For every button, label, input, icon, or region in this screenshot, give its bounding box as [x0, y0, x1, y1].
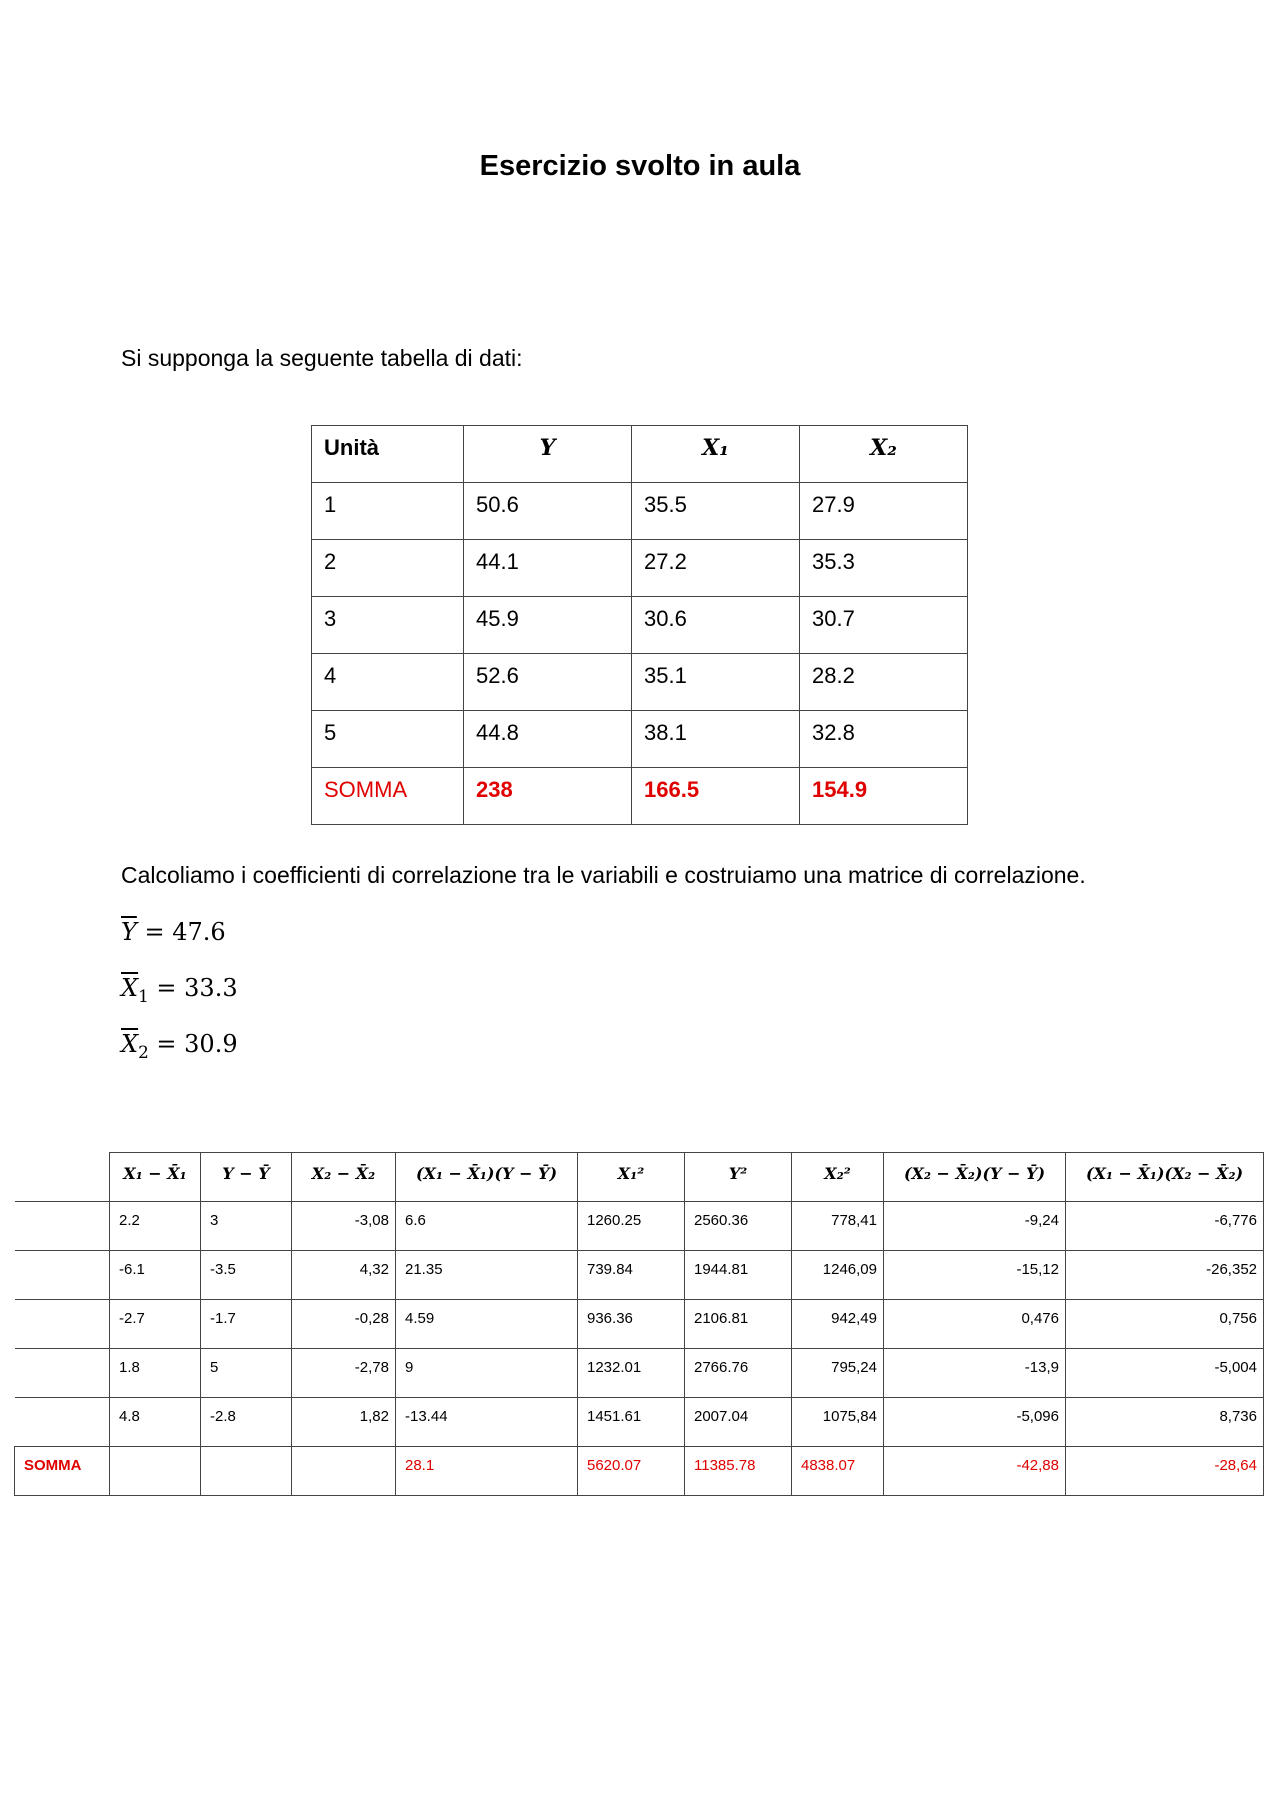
table-cell: 9	[396, 1349, 578, 1398]
table-row	[15, 1398, 1264, 1447]
deviation-table	[14, 1152, 1264, 1496]
header-cell: Y²	[685, 1153, 792, 1202]
sum-label: SOMMA	[15, 1447, 110, 1496]
header-cell: X₂²	[792, 1153, 884, 1202]
sum-cell	[292, 1447, 396, 1496]
table-cell: -13,9	[884, 1349, 1066, 1398]
table-cell: 4	[312, 654, 464, 711]
correlation-paragraph: Calcoliamo i coefficienti di correlazione tra le variabili e costruiamo una matrice di correlazione.	[121, 862, 1086, 888]
table-cell: 1451.61	[578, 1398, 685, 1447]
sum-row	[312, 768, 968, 825]
table-cell: 1260.25	[578, 1202, 685, 1251]
sum-cell: 4838.07	[792, 1447, 884, 1496]
table-cell: 30.6	[632, 597, 800, 654]
table-cell: 4.8	[110, 1398, 201, 1447]
sum-cell: 5620.07	[578, 1447, 685, 1496]
intro-text: Si supponga la seguente tabella di dati:	[121, 345, 523, 371]
page-title: Esercizio svolto in aula	[479, 150, 801, 182]
table-cell: 44.8	[464, 711, 632, 768]
table-cell: 30.7	[800, 597, 968, 654]
empty-cell	[15, 1300, 110, 1349]
table-cell: -2.7	[110, 1300, 201, 1349]
table-cell: 5	[312, 711, 464, 768]
table-cell: -6.1	[110, 1251, 201, 1300]
table-cell: 2106.81	[685, 1300, 792, 1349]
table-cell: 2766.76	[685, 1349, 792, 1398]
table-cell: 1.8	[110, 1349, 201, 1398]
table-row	[15, 1251, 1264, 1300]
table-cell: 2007.04	[685, 1398, 792, 1447]
sum-cell: 11385.78	[685, 1447, 792, 1496]
header-cell: X₁ − X̄₁	[110, 1153, 201, 1202]
table-cell: 32.8	[800, 711, 968, 768]
table-cell: -9,24	[884, 1202, 1066, 1251]
table-header-row	[15, 1153, 1264, 1202]
header-cell: X₂ − X̄₂	[292, 1153, 396, 1202]
header-cell: X₁²	[578, 1153, 685, 1202]
table-cell: 4.59	[396, 1300, 578, 1349]
mean-value: = 30.9	[156, 1030, 238, 1058]
table-cell: 21.35	[396, 1251, 578, 1300]
table-cell: 778,41	[792, 1202, 884, 1251]
table-cell: 2560.36	[685, 1202, 792, 1251]
table-cell: 44.1	[464, 540, 632, 597]
table-cell: 52.6	[464, 654, 632, 711]
sum-cell	[201, 1447, 292, 1496]
mean-var: $\overline{X}$	[121, 1030, 139, 1058]
table-cell: 1075,84	[792, 1398, 884, 1447]
header-cell: X₁	[632, 426, 800, 483]
empty-cell	[15, 1398, 110, 1447]
table-cell: 45.9	[464, 597, 632, 654]
table-cell: 1	[312, 483, 464, 540]
table-cell: 942,49	[792, 1300, 884, 1349]
table-cell: -1.7	[201, 1300, 292, 1349]
table-cell: -15,12	[884, 1251, 1066, 1300]
table-row	[15, 1202, 1264, 1251]
table-cell: 6.6	[396, 1202, 578, 1251]
header-cell: Unità	[312, 426, 464, 483]
mean-var: $\overline{Y}$	[121, 918, 137, 946]
table-row	[15, 1300, 1264, 1349]
data-table	[311, 425, 968, 825]
table-cell: -2,78	[292, 1349, 396, 1398]
table-cell: 3	[201, 1202, 292, 1251]
table-cell: -0,28	[292, 1300, 396, 1349]
table-cell: 35.3	[800, 540, 968, 597]
sum-cell: 238	[464, 768, 632, 825]
mean-sub: 1	[138, 985, 149, 1006]
mean-x1	[121, 974, 238, 1006]
header-cell: Y − Ȳ	[201, 1153, 292, 1202]
header-cell: (X₁ − X̄₁)(Y − Ȳ)	[396, 1153, 578, 1202]
empty-cell	[15, 1349, 110, 1398]
table-cell: 2	[312, 540, 464, 597]
table-cell: -13.44	[396, 1398, 578, 1447]
mean-value: = 33.3	[156, 974, 238, 1002]
table-cell: 936.36	[578, 1300, 685, 1349]
table-cell: -26,352	[1066, 1251, 1264, 1300]
table-row	[312, 483, 968, 540]
table-cell: 0,756	[1066, 1300, 1264, 1349]
mean-x2	[121, 1030, 238, 1062]
header-cell: (X₁ − X̄₁)(X₂ − X̄₂)	[1066, 1153, 1264, 1202]
table-cell: 795,24	[792, 1349, 884, 1398]
header-cell: (X₂ − X̄₂)(Y − Ȳ)	[884, 1153, 1066, 1202]
table-row	[312, 654, 968, 711]
table-cell: 35.1	[632, 654, 800, 711]
table-header-row	[312, 426, 968, 483]
table-cell: 28.2	[800, 654, 968, 711]
table-cell: 5	[201, 1349, 292, 1398]
mean-value: = 47.6	[144, 918, 226, 946]
table-cell: 3	[312, 597, 464, 654]
table-cell: -2.8	[201, 1398, 292, 1447]
table-cell: 1,82	[292, 1398, 396, 1447]
table-row	[312, 711, 968, 768]
table-cell: 739.84	[578, 1251, 685, 1300]
table-row	[312, 540, 968, 597]
sum-row	[15, 1447, 1264, 1496]
sum-cell: 28.1	[396, 1447, 578, 1496]
table-cell: -5,096	[884, 1398, 1066, 1447]
mean-var: $\overline{X}$	[121, 974, 139, 1002]
table-cell: 2.2	[110, 1202, 201, 1251]
sum-cell: -28,64	[1066, 1447, 1264, 1496]
table-cell: 27.9	[800, 483, 968, 540]
table-row	[312, 597, 968, 654]
empty-cell	[15, 1202, 110, 1251]
empty-cell	[15, 1251, 110, 1300]
header-cell: Y	[464, 426, 632, 483]
table-cell: -6,776	[1066, 1202, 1264, 1251]
table-cell: -5,004	[1066, 1349, 1264, 1398]
table-cell: 50.6	[464, 483, 632, 540]
table-cell: 8,736	[1066, 1398, 1264, 1447]
table-cell: 1246,09	[792, 1251, 884, 1300]
sum-cell	[110, 1447, 201, 1496]
table-row	[15, 1349, 1264, 1398]
table-cell: 4,32	[292, 1251, 396, 1300]
mean-sub: 2	[138, 1041, 149, 1062]
table-cell: 38.1	[632, 711, 800, 768]
table-cell: 0,476	[884, 1300, 1066, 1349]
empty-corner	[15, 1153, 110, 1202]
sum-label: SOMMA	[312, 768, 464, 825]
table-cell: 35.5	[632, 483, 800, 540]
sum-cell: 154.9	[800, 768, 968, 825]
header-cell: X₂	[800, 426, 968, 483]
mean-y	[121, 918, 226, 946]
sum-cell: 166.5	[632, 768, 800, 825]
sum-cell: -42,88	[884, 1447, 1066, 1496]
table-cell: 1232.01	[578, 1349, 685, 1398]
table-cell: 1944.81	[685, 1251, 792, 1300]
table-cell: -3.5	[201, 1251, 292, 1300]
table-cell: -3,08	[292, 1202, 396, 1251]
table-cell: 27.2	[632, 540, 800, 597]
